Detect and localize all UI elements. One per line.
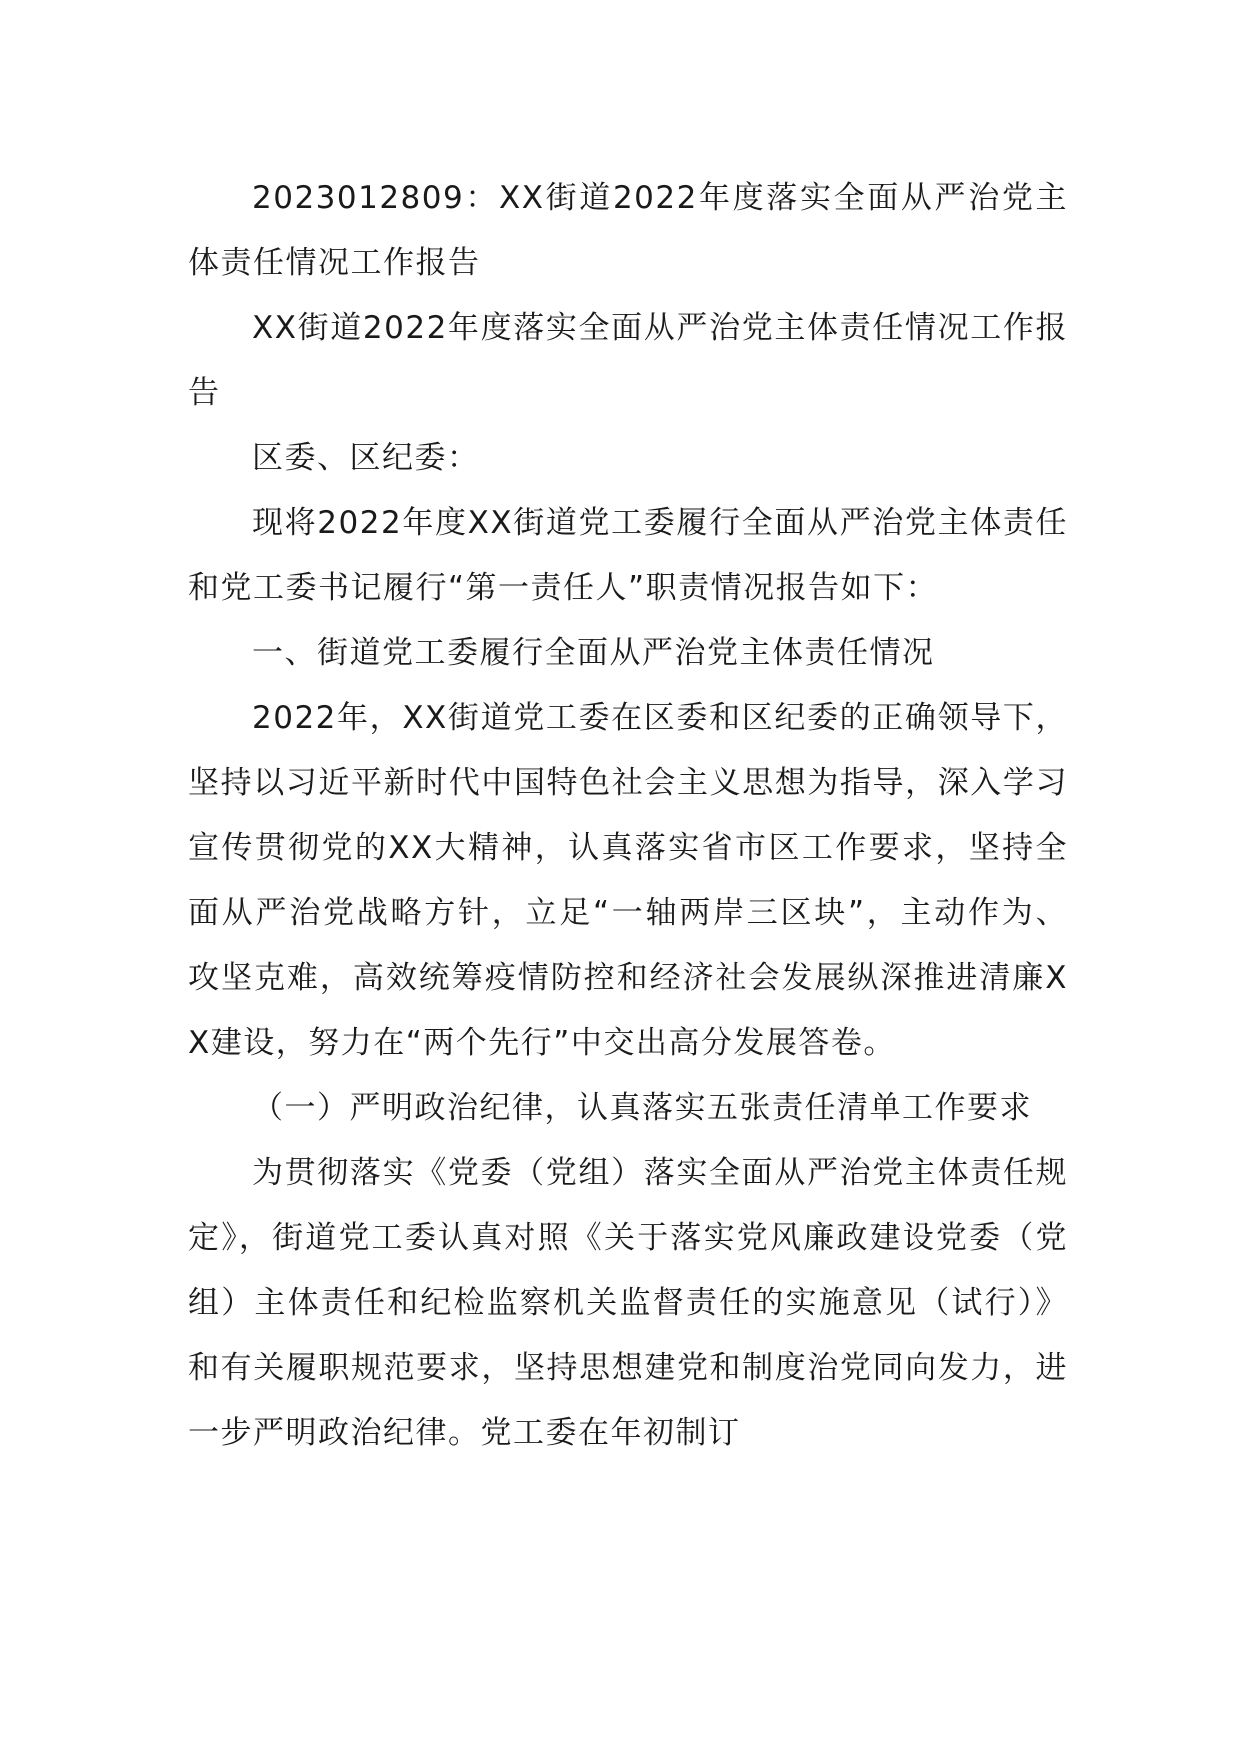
salutation: 区委、区纪委： — [252, 440, 480, 476]
document-body — [188, 166, 1068, 1466]
body-paragraph: 2022年，XX街道党工委在区委和区纪委的正确领导下，坚持以习近平新时代中国特色社会主义思想为指导，深入学习宣传贯彻党的XX大精神，认真落实省市区工作要求，坚持全面从严治党战略方针，立足“一轴两岸三区块”，主动作为、攻坚克难，高效统筹疫情防控和经济社会发展纵深推进清廉XX建设，努力在“两个先行”中交出高分发展答卷。 — [188, 700, 1068, 1061]
document-title-line: 2023012809：XX街道2022年度落实全面从严治党主体责任情况工作报告 — [188, 180, 1068, 281]
subsection-heading: （一）严明政治纪律，认真落实五张责任清单工作要求 — [252, 1090, 1032, 1126]
section-heading: 一、街道党工委履行全面从严治党主体责任情况 — [252, 635, 935, 671]
intro-paragraph: 现将2022年度XX街道党工委履行全面从严治党主体责任和党工委书记履行“第一责任人”职责情况报告如下： — [188, 505, 1068, 606]
body-paragraph: 为贯彻落实《党委（党组）落实全面从严治党主体责任规定》，街道党工委认真对照《关于落实党风廉政建设党委（党组）主体责任和纪检监察机关监督责任的实施意见（试行）》和有关履职规范要求，坚持思想建党和制度治党同向发力，进一步严明政治纪律。党工委在年初制订 — [188, 1155, 1068, 1451]
report-title: XX街道2022年度落实全面从严治党主体责任情况工作报告 — [188, 310, 1068, 411]
